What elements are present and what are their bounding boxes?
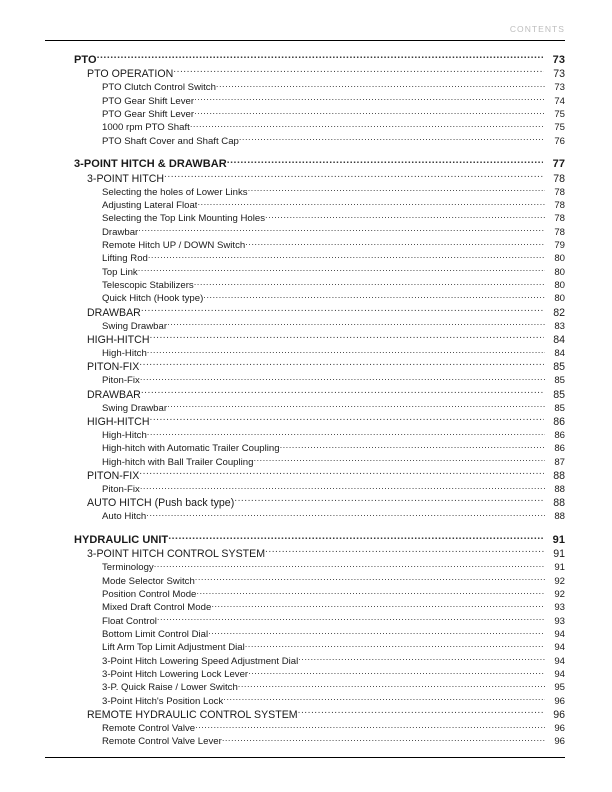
toc-entry-level-3[interactable] [45,81,565,94]
toc-entry-title: Remote Control Valve [102,723,196,735]
page-header [45,19,565,35]
toc-entry-level-3[interactable] [45,561,565,574]
toc-entry-level-2[interactable] [45,305,565,319]
toc-entry-level-2[interactable] [45,707,565,721]
toc-entry-level-3[interactable] [45,212,565,225]
toc-dot-leader [280,442,545,452]
toc-entry-level-3[interactable] [45,428,565,441]
toc-entry-level-2[interactable] [45,171,565,185]
toc-dot-leader [253,455,545,465]
toc-dot-leader [208,627,545,637]
toc-spacer [45,523,565,532]
toc-dot-leader [173,67,544,78]
toc-entry-title: PTO Clutch Control Switch [102,82,216,94]
toc-dot-leader [140,374,545,384]
toc-entry-page-number: 86 [553,415,565,428]
toc-entry-level-3[interactable] [45,252,565,265]
toc-dot-leader [147,346,545,356]
toc-entry-page-number: 85 [554,402,565,414]
toc-entry-page-number: 73 [554,82,565,94]
toc-entry-title: 3-P. Quick Raise / Lower Switch [102,682,238,694]
toc-entry-title: 3-POINT HITCH [87,172,165,185]
toc-entry-title: Lifting Rod [102,253,148,265]
toc-entry-level-3[interactable] [45,121,565,134]
toc-entry-level-3[interactable] [45,278,565,291]
toc-entry-title: Swing Drawbar [102,402,168,414]
toc-entry-level-3[interactable] [45,292,565,305]
toc-entry-title: Terminology [102,562,154,574]
running-header-title: CONTENTS [509,24,565,34]
toc-entry-title: Quick Hitch (Hook type) [102,293,204,305]
toc-entry-title: Top Link [102,266,138,278]
toc-entry-level-3[interactable] [45,401,565,414]
toc-dot-leader [245,238,545,248]
toc-entry-page-number: 85 [553,361,565,374]
toc-entry-title: Remote Control Valve Lever [102,736,222,748]
toc-entry-title: Piton-Fix [102,484,140,495]
toc-entry-page-number: 83 [554,320,565,332]
toc-entry-page-number: 78 [554,226,565,238]
toc-dot-leader [194,107,545,117]
toc-entry-level-3[interactable] [45,482,565,495]
toc-entry-title: Drawbar [102,226,139,238]
toc-entry-title: PITON-FIX [87,470,140,482]
toc-entry-page-number: 96 [553,709,565,722]
toc-entry-level-2[interactable] [45,387,565,401]
toc-entry-title: 3-Point Hitch Lowering Speed Adjustment Dial [102,655,299,667]
toc-dot-leader [196,587,545,597]
toc-entry-level-3[interactable] [45,265,565,278]
toc-entry-page-number: 88 [554,511,565,523]
toc-entry-level-1[interactable] [45,156,565,171]
toc-entry-page-number: 87 [554,456,565,468]
toc-dot-leader [265,212,545,222]
toc-entry-level-3[interactable] [45,455,565,468]
toc-entry-page-number: 96 [554,723,565,735]
toc-entry-page-number: 80 [554,266,565,278]
toc-entry-level-3[interactable] [45,225,565,238]
toc-entry-title: 1000 rpm PTO Shaft [102,122,190,134]
toc-entry-level-3[interactable] [45,614,565,627]
toc-entry-level-2[interactable] [45,67,565,81]
toc-entry-page-number: 84 [553,333,565,346]
toc-entry-title: REMOTE HYDRAULIC CONTROL SYSTEM [87,709,298,722]
toc-entry-title: PTO Gear Shift Lever [102,95,195,107]
toc-entry-level-3[interactable] [45,681,565,694]
toc-dot-leader [141,387,544,398]
toc-dot-leader [227,156,543,167]
toc-entry-title: Lift Arm Top Limit Adjustment Dial [102,642,245,654]
toc-entry-level-3[interactable] [45,627,565,640]
toc-entry-page-number: 92 [554,575,565,587]
toc-dot-leader [248,185,545,195]
toc-dot-leader [194,278,545,288]
toc-entry-page-number: 74 [554,95,565,107]
toc-entry-page-number: 88 [553,497,565,510]
toc-entry-page-number: 94 [554,669,565,681]
toc-entry-level-3[interactable] [45,346,565,359]
toc-entry-title: Selecting the Top Link Mounting Holes [102,213,266,225]
toc-dot-leader [238,681,545,691]
toc-entry-title: Selecting the holes of Lower Links [102,186,248,198]
toc-dot-leader [148,252,545,262]
toc-entry-title: Telescopic Stabilizers [102,279,194,291]
toc-entry-level-3[interactable] [45,185,565,198]
toc-entry-page-number: 78 [554,186,565,198]
toc-entry-page-number: 79 [554,239,565,251]
toc-dot-leader [149,332,544,343]
toc-dot-leader [223,694,545,704]
toc-entry-level-3[interactable] [45,735,565,748]
toc-dot-leader [190,121,545,131]
toc-entry-title: HYDRAULIC UNIT [74,534,169,547]
toc-dot-leader [141,305,544,316]
toc-entry-title: DRAWBAR [87,306,141,319]
toc-entry-level-3[interactable] [45,641,565,654]
toc-dot-leader [140,482,545,492]
toc-dot-leader [167,319,545,329]
toc-dot-leader [216,81,545,91]
toc-dot-leader [138,265,545,275]
toc-entry-title: HIGH-HITCH [87,415,150,428]
toc-entry-level-2[interactable] [45,332,565,346]
toc-entry-level-3[interactable] [45,654,565,667]
toc-entry-title: DRAWBAR [87,388,141,401]
toc-entry-title: Auto Hitch [102,511,147,523]
toc-entry-page-number: 95 [554,682,565,694]
toc-dot-leader [139,360,544,371]
toc-dot-leader [157,614,545,624]
toc-entry-page-number: 94 [554,655,565,667]
toc-entry-level-3[interactable] [45,374,565,387]
toc-dot-leader [167,401,545,411]
toc-entry-page-number: 78 [553,172,565,185]
toc-entry-page-number: 86 [554,429,565,441]
toc-spacer [45,147,565,156]
toc-entry-page-number: 73 [553,68,565,81]
toc-entry-page-number: 80 [554,253,565,265]
toc-entry-page-number: 88 [554,484,565,495]
toc-dot-leader [239,134,545,144]
toc-entry-level-3[interactable] [45,574,565,587]
toc-entry-level-2[interactable] [45,547,565,561]
toc-entry-title: Float Control [102,615,157,627]
toc-entry-title: PITON-FIX [87,361,140,374]
toc-dot-leader [154,561,545,571]
toc-entry-level-3[interactable] [45,510,565,523]
toc-dot-leader [138,225,545,235]
toc-entry-page-number: 73 [552,54,565,66]
toc-entry-page-number: 77 [552,158,565,171]
toc-dot-leader [245,641,545,651]
toc-entry-page-number: 80 [554,293,565,305]
toc-entry-title: High-Hitch [102,429,147,441]
toc-entry-title: 3-Point Hitch Lowering Lock Lever [102,669,249,681]
toc-entry-page-number: 93 [554,615,565,627]
toc-dot-leader [97,52,543,63]
toc-entry-level-3[interactable] [45,94,565,107]
toc-entry-page-number: 96 [554,736,565,748]
toc-entry-page-number: 82 [553,306,565,319]
toc-dot-leader [195,721,545,731]
toc-entry-title: High-hitch with Automatic Trailer Coupling [102,443,280,455]
toc-entry-page-number: 75 [554,108,565,120]
toc-entry-title: PTO OPERATION [87,68,174,81]
toc-entry-page-number: 94 [554,629,565,640]
toc-entry-page-number: 88 [553,470,565,482]
toc-entry-title: HIGH-HITCH [87,333,150,346]
toc-entry-page-number: 86 [554,443,565,455]
toc-dot-leader [298,654,545,664]
toc-dot-leader [139,468,544,479]
toc-entry-title: Swing Drawbar [102,320,168,332]
toc-entry-title: PTO [74,54,97,66]
toc-entry-title: 3-Point Hitch's Position Lock [102,695,224,707]
toc-entry-page-number: 93 [554,602,565,614]
footer-rule [45,757,565,758]
toc-entry-page-number: 94 [554,642,565,654]
toc-entry-title: High-Hitch [102,347,147,359]
toc-dot-leader [197,198,545,208]
toc-dot-leader [149,414,544,425]
toc-entry-level-3[interactable] [45,667,565,680]
table-of-contents [45,52,565,748]
toc-dot-leader [194,94,545,104]
toc-entry-title: 3-POINT HITCH & DRAWBAR [74,158,227,171]
toc-entry-level-2[interactable] [45,414,565,428]
toc-entry-page-number: 85 [553,388,565,401]
toc-entry-page-number: 76 [554,135,565,147]
toc-dot-leader [203,292,545,302]
toc-entry-title: 3-POINT HITCH CONTROL SYSTEM [87,548,266,561]
toc-entry-title: Remote Hitch UP / DOWN Switch [102,239,246,251]
toc-entry-level-3[interactable] [45,694,565,707]
toc-entry-level-3[interactable] [45,134,565,147]
toc-entry-level-3[interactable] [45,319,565,332]
toc-dot-leader [164,171,544,182]
toc-entry-level-3[interactable] [45,601,565,614]
toc-entry-page-number: 96 [554,695,565,707]
toc-dot-leader [195,574,545,584]
toc-entry-page-number: 91 [552,534,565,547]
toc-entry-title: High-hitch with Ball Trailer Coupling [102,456,254,468]
toc-entry-level-3[interactable] [45,238,565,251]
toc-entry-level-2[interactable] [45,360,565,374]
toc-dot-leader [147,428,545,438]
toc-entry-title: Mixed Draft Control Mode [102,602,212,614]
toc-entry-title: Mode Selector Switch [102,575,195,587]
toc-entry-page-number: 85 [554,375,565,387]
toc-entry-page-number: 91 [554,562,565,574]
toc-entry-level-3[interactable] [45,198,565,211]
toc-entry-level-1[interactable] [45,52,565,67]
toc-entry-title: AUTO HITCH (Push back type) [87,497,235,510]
toc-entry-title: Bottom Limit Control Dial [102,629,209,640]
toc-dot-leader [248,667,545,677]
toc-entry-level-1[interactable] [45,532,565,547]
toc-entry-page-number: 80 [554,279,565,291]
toc-dot-leader [234,496,544,507]
toc-entry-page-number: 75 [554,122,565,134]
toc-entry-level-2[interactable] [45,468,565,482]
toc-entry-page-number: 84 [554,347,565,359]
toc-dot-leader [265,547,544,558]
toc-entry-page-number: 78 [554,199,565,211]
toc-entry-page-number: 91 [553,548,565,561]
toc-entry-level-3[interactable] [45,107,565,120]
toc-dot-leader [222,735,545,745]
toc-entry-title: PTO Gear Shift Lever [102,108,195,120]
toc-entry-title: Piton-Fix [102,375,140,387]
toc-entry-level-3[interactable] [45,442,565,455]
header-rule [45,40,565,41]
toc-entry-level-2[interactable] [45,496,565,510]
toc-entry-level-3[interactable] [45,587,565,600]
toc-entry-page-number: 92 [554,588,565,600]
toc-entry-title: PTO Shaft Cover and Shaft Cap [102,135,239,147]
toc-dot-leader [146,510,545,520]
toc-dot-leader [211,601,545,611]
toc-dot-leader [298,707,544,718]
toc-dot-leader [168,532,543,543]
toc-entry-title: Position Control Mode [102,588,197,600]
toc-entry-level-3[interactable] [45,721,565,734]
toc-entry-page-number: 78 [554,213,565,225]
toc-entry-title: Adjusting Lateral Float [102,199,198,211]
